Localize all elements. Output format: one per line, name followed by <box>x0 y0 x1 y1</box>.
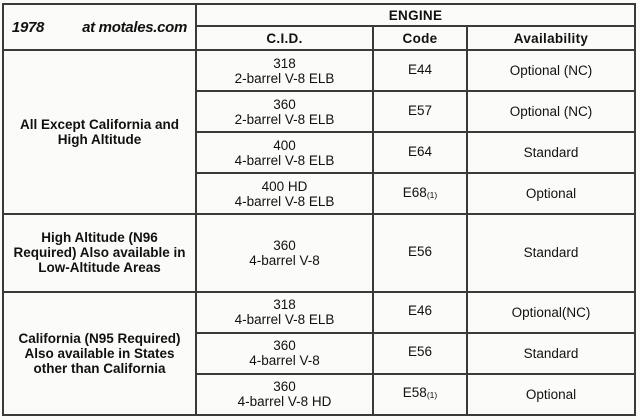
cid-carburetion: 4-barrel V-8 <box>249 252 320 268</box>
cid-carburetion: 4-barrel V-8 ELB <box>234 152 335 168</box>
cid-cell <box>196 132 373 173</box>
cid-cell <box>196 333 373 374</box>
cid-cell <box>196 173 373 214</box>
cid-carburetion: 4-barrel V-8 HD <box>237 394 332 410</box>
engine-availability-table <box>2 3 636 416</box>
code-cell <box>373 50 467 91</box>
cid-displacement: 318 <box>273 55 296 71</box>
brand-year: 1978 <box>11 18 45 36</box>
availability-cell: Standard <box>467 214 635 292</box>
engine-code: E64 <box>407 143 433 159</box>
code-cell <box>373 374 467 415</box>
engine-group-header: ENGINE <box>196 4 635 26</box>
engine-code: E68 <box>402 184 427 200</box>
brand-caption <box>3 4 196 50</box>
cid-displacement: 360 <box>273 96 296 112</box>
cid-displacement: 318 <box>273 297 296 313</box>
table-body <box>3 50 635 415</box>
code-cell <box>373 173 467 214</box>
cid-cell <box>196 50 373 91</box>
region-cell: High Altitude (N96 Required) Also available in Low-Altitude Areas <box>3 214 196 292</box>
engine-code: E56 <box>407 243 433 259</box>
availability-cell: Optional (NC) <box>467 91 635 132</box>
availability-cell: Optional <box>467 374 635 415</box>
code-cell <box>373 333 467 374</box>
code-cell <box>373 91 467 132</box>
column-header-cid: C.I.D. <box>196 26 373 50</box>
region-cell: All Except California and High Altitude <box>3 50 196 214</box>
engine-code: E46 <box>407 303 433 319</box>
availability-cell: Optional (NC) <box>467 50 635 91</box>
cid-carburetion: 4-barrel V-8 ELB <box>234 193 335 209</box>
cid-displacement: 400 <box>273 137 296 153</box>
code-cell <box>373 292 467 333</box>
cid-carburetion: 2-barrel V-8 ELB <box>234 111 335 127</box>
brand-site: at motales.com <box>82 18 188 36</box>
availability-cell: Optional(NC) <box>467 292 635 333</box>
cid-cell <box>196 91 373 132</box>
cid-carburetion: 4-barrel V-8 <box>249 353 320 369</box>
cid-carburetion: 4-barrel V-8 ELB <box>234 312 335 328</box>
cid-cell <box>196 374 373 415</box>
engine-code: E56 <box>407 344 433 360</box>
cid-displacement: 360 <box>273 379 296 395</box>
availability-cell: Standard <box>467 132 635 173</box>
cid-displacement: 360 <box>273 237 296 253</box>
cid-carburetion: 2-barrel V-8 ELB <box>234 70 335 86</box>
region-cell: California (N95 Required) Also available in States other than California <box>3 292 196 415</box>
cid-cell <box>196 214 373 292</box>
table-row <box>3 292 635 333</box>
cid-displacement: 400 HD <box>261 178 308 194</box>
footnote-marker: (1) <box>426 189 438 200</box>
footnote-marker: (1) <box>426 390 438 401</box>
code-cell <box>373 214 467 292</box>
availability-cell: Standard <box>467 333 635 374</box>
engine-code: E44 <box>407 61 433 77</box>
cid-cell <box>196 292 373 333</box>
table-row <box>3 50 635 91</box>
code-cell <box>373 132 467 173</box>
engine-code: E58 <box>402 385 427 401</box>
column-header-availability: Availability <box>467 26 635 50</box>
availability-cell: Optional <box>467 173 635 214</box>
engine-code: E57 <box>407 102 433 118</box>
column-header-code: Code <box>373 26 467 50</box>
cid-displacement: 360 <box>273 338 296 354</box>
table-row <box>3 214 635 292</box>
